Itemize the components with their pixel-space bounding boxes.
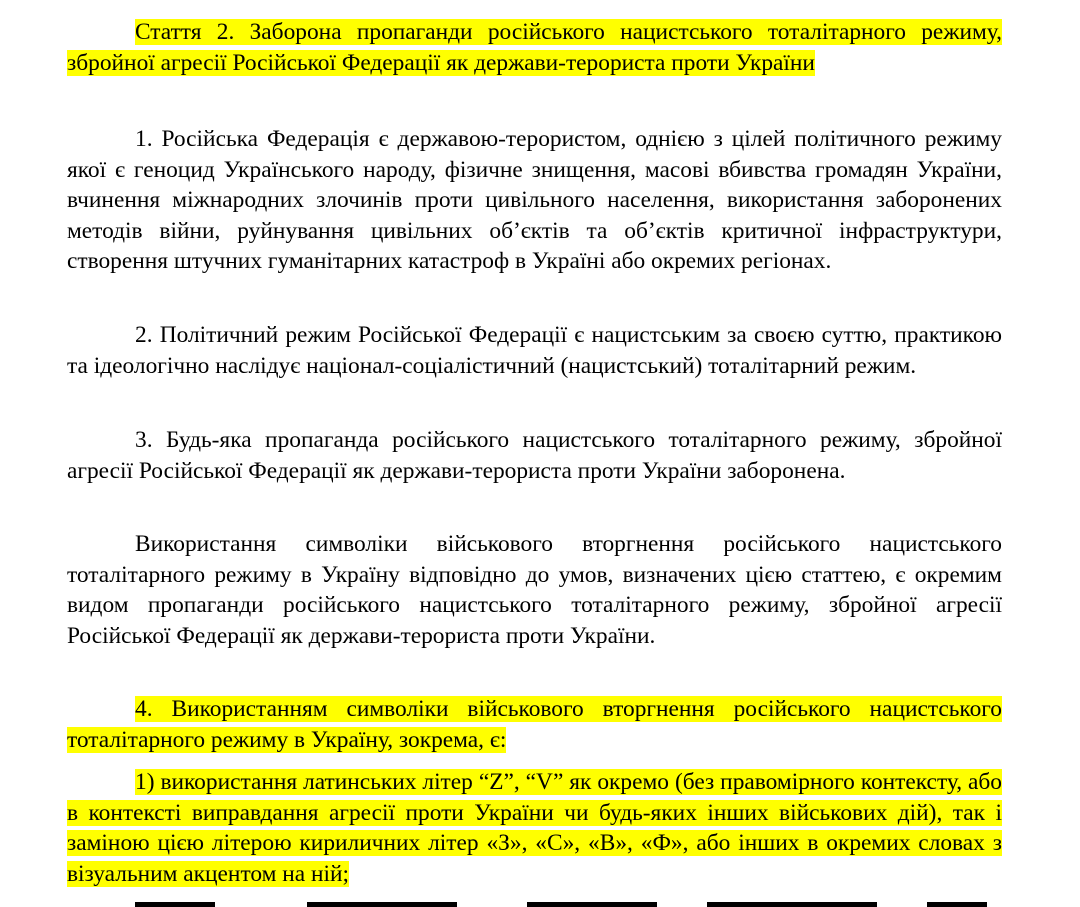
subpoint-1 bbox=[67, 767, 1002, 889]
point-4 bbox=[67, 694, 1002, 755]
point-4-text: 4. Використанням символіки військового вторгнення російського нацистського тоталітарного режиму в Україну, зокрема, є: bbox=[67, 696, 1002, 753]
next-line-cut-off bbox=[67, 896, 1002, 907]
article-title-text: Стаття 2. Заборона пропаганди російського нацистського тоталітарного режиму, збройної агресії Російської Федерації як держави-терориста проти України bbox=[67, 19, 1002, 76]
subpoint-1-text: 1) використання латинських літер “Z”, “V” як окремо (без правомірного контексту, або в контексті виправдання агресії проти України чи будь-яких інших військових дій), так і заміною цією літерою кириличних літер «З», «С», «В», «Ф», або інших в окремих словах з візуальним акцентом на ній; bbox=[67, 769, 1002, 887]
paragraph-symbolism: Використання символіки військового вторгнення російського нацистського тоталітарного режиму в Україну відповідно до умов, визначених цією статтею, є окремим видом пропаганди російського нацистського тоталітарного режиму, збройної агресії Російської Федерації як держави-терориста проти України. bbox=[67, 531, 1002, 649]
paragraph-3: 3. Будь-яка пропаганда російського нацистського тоталітарного режиму, збройної агресії Російської Федерації як держави-терориста проти України заборонена. bbox=[67, 427, 1002, 484]
paragraph-2: 2. Політичний режим Російської Федерації є нацистським за своєю суттю, практикою та ідеологічно наслідує націонал-соціалістичний (нацистський) тоталітарний режим. bbox=[67, 322, 1002, 379]
article-title bbox=[67, 17, 1002, 78]
paragraph-1: 1. Російська Федерація є державою-терористом, однією з цілей політичного режиму якої є геноцид Українського народу, фізичне знищення, масові вбивства громадян України, вчинення міжнародних злочинів проти цивільного населення, використання заборонених методів війни, руйнування цивільних об’єктів та об’єктів критичної інфраструктури, створення штучних гуманітарних катастроф в Україні або окремих регіонах. bbox=[67, 126, 1002, 274]
